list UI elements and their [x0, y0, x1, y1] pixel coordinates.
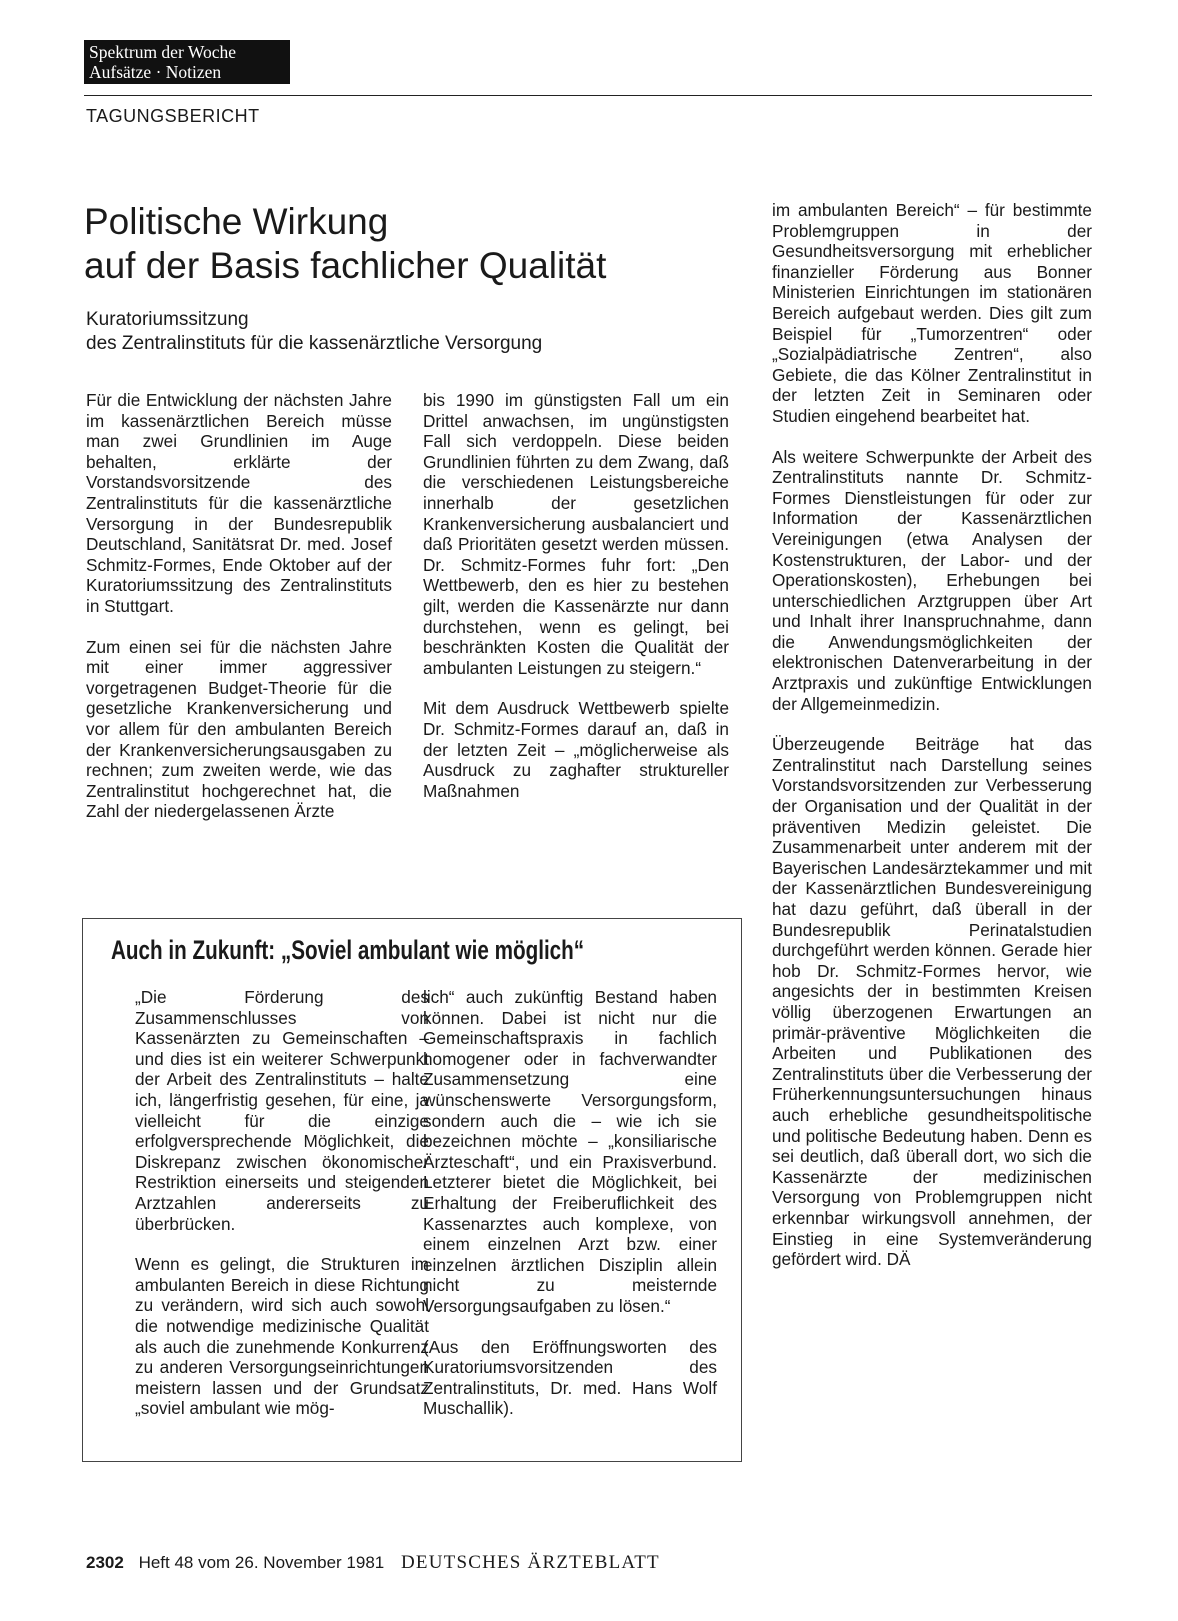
article-paragraph: im ambulanten Bereich“ – für bestimmte Problemgruppen in der Gesundheitsversorgung mit erheblicher finanzieller Förderung aus Bonner Ministerien Einrichtungen im stationären Bereich aufgebaut werden. Dies gilt zum Beispiel für „Tumorzentren“ oder „Sozialpädiatrische Zentren“, also Gebiete, die das Kölner Zentralinstitut in der letzten Zeit in Seminaren oder Studien eingehend bearbeitet hat. [772, 200, 1092, 426]
page-footer [86, 1552, 660, 1574]
headline-line1: Politische Wirkung [84, 201, 389, 242]
quote-box-column-1 [135, 987, 429, 1439]
article-paragraph: Als weitere Schwerpunkte der Arbeit des Zentralinstituts nannte Dr. Schmitz-Formes Dienstleistungen für oder zur Information der Kassenärztlichen Vereinigungen (etwa Analysen der Kostenstrukturen, der Labor- und der Operationskosten), Erhebungen bei unterschiedlichen Arztgruppen über Art und Inhalt ihrer Inanspruchnahme, dann die Anwendungsmöglichkeiten der elektronischen Datenverarbeitung in der Arztpraxis und zukünftige Entwicklungen der Allgemeinmedizin. [772, 446, 1092, 714]
subheadline [86, 308, 542, 356]
kicker: TAGUNGSBERICHT [86, 106, 260, 126]
article-column-2 [423, 390, 729, 821]
article-paragraph: Zum einen sei für die nächsten Jahre mit einer immer aggressiver vorgetragenen Budget-Theorie für die gesetzliche Krankenversicherung und vor allem für den ambulanten Bereich der Krankenversicherungsausgaben zu rechnen; zum zweiten werde, wie das Zentralinstitut hochgerechnet hat, die Zahl der niedergelassenen Ärzte [86, 636, 392, 822]
article-column-3 [772, 200, 1092, 1290]
headline-line2: auf der Basis fachlicher Qualität [84, 245, 607, 286]
quote-box-column-2 [423, 987, 717, 1439]
quote-paragraph: lich“ auch zukünftig Bestand haben können. Dabei ist nicht nur die Gemeinschaftspraxis in fachlich homogener oder in fachverwandter Zusammensetzung eine wünschenswerte Versorgungsform, sondern auch die – wie ich sie bezeichnen möchte – „konsiliarische Ärzteschaft“, und ein Praxisverbund. Letzterer bietet die Möglichkeit, bei Erhaltung der Freiberuflichkeit des Kassenarztes auch komplexe, von einem einzelnen Arzt bzw. einer einzelnen ärztlichen Disziplin allein nicht zu meisternde Versorgungsaufgaben zu lösen.“ [423, 987, 717, 1316]
quote-paragraph: Wenn es gelingt, die Strukturen im ambulanten Bereich in diese Richtung zu verändern, wird sich auch sowohl die notwendige medizinische Qualität als auch die zunehmende Konkurrenz zu anderen Versorgungseinrichtungen meistern lassen und der Grundsatz „soviel ambulant wie mög- [135, 1254, 429, 1419]
headline [84, 200, 606, 288]
journal-name: DEUTSCHES ÄRZTEBLATT [400, 1552, 660, 1573]
article-paragraph: Für die Entwicklung der nächsten Jahre im kassenärztlichen Bereich müsse man zwei Grundlinien im Auge behalten, erklärte der Vorstandsvorsitzende des Zentralinstituts für die kassenärztliche Versorgung in der Bundesrepublik Deutschland, Sanitätsrat Dr. med. Josef Schmitz-Formes, Ende Oktober auf der Kuratoriumssitzung des Zentralinstituts in Stuttgart. [86, 390, 392, 616]
section-badge-line1: Spektrum der Woche [89, 42, 236, 62]
quote-box [82, 918, 742, 1462]
quote-source: (Aus den Eröffnungsworten des Kuratoriumsvorsitzenden des Zentralinstituts, Dr. med. Hans Wolf Muschallik). [423, 1336, 717, 1419]
issue-info: Heft 48 vom 26. November 1981 [138, 1553, 385, 1572]
article-paragraph: bis 1990 im günstigsten Fall um ein Drittel anwachsen, im ungünstigsten Fall sich verdoppeln. Diese beiden Grundlinien führten zu dem Zwang, daß die verschiedenen Leistungsbereiche innerhalb der gesetzlichen Krankenversicherung ausbalanciert und daß Prioritäten gesetzt werden müssen. Dr. Schmitz-Formes fuhr fort: „Den Wettbewerb, den es hier zu bestehen gilt, werden die Kassenärzte nur dann durchstehen, wenn es gelingt, bei beschränkten Kosten die Qualität der ambulanten Leistungen zu steigern.“ [423, 390, 729, 678]
article-column-1 [86, 390, 392, 842]
subheadline-line2: des Zentralinstituts für die kassenärztliche Versorgung [86, 333, 543, 354]
page-number: 2302 [86, 1553, 124, 1572]
quote-box-title: Auch in Zukunft: „Soviel ambulant wie möglich“ [111, 935, 585, 965]
section-badge-line2: Aufsätze · Notizen [89, 62, 222, 82]
top-rule [84, 95, 1092, 96]
subheadline-line1: Kuratoriumssitzung [86, 309, 249, 330]
article-paragraph: Mit dem Ausdruck Wettbewerb spielte Dr. Schmitz-Formes darauf an, daß in der letzten Zeit – „möglicherweise als Ausdruck zu zaghafter struktureller Maßnahmen [423, 698, 729, 801]
section-badge [84, 40, 290, 84]
quote-paragraph: „Die Förderung des Zusammenschlusses von Kassenärzten zu Gemeinschaften – und dies ist ein weiterer Schwerpunkt der Arbeit des Zentralinstituts – halte ich, längerfristig gesehen, für eine, ja vielleicht für die einzige erfolgversprechende Möglichkeit, die Diskrepanz zwischen ökonomischer Restriktion einerseits und steigenden Arztzahlen andererseits zu überbrücken. [135, 987, 429, 1234]
article-paragraph: Überzeugende Beiträge hat das Zentralinstitut nach Darstellung seines Vorstandsvorsitzenden zur Verbesserung der Organisation und der Qualität in der präventiven Medizin geleistet. Die Zusammenarbeit unter anderem mit der Bayerischen Landesärztekammer und mit der Kassenärztlichen Bundesvereinigung hat dazu geführt, daß überall in der Bundesrepublik Perinatalstudien durchgeführt werden können. Gerade hier hob Dr. Schmitz-Formes hervor, wie angesichts der in bestimmten Kreisen völlig überzogenen Erwartungen an primär-präventive Möglichkeiten die Arbeiten und Publikationen des Zentralinstituts über die Verbesserung der Früherkennungsuntersuchungen hinaus auch erhebliche gesundheitspolitische und politische Bedeutung haben. Denn es sei deutlich, daß überall dort, wo sich die Kassenärzte der medizinischen Versorgung von Problemgruppen nicht erkennbar wirkungsvoll annehmen, der Einstieg in eine Systemveränderung gefördert wird. DÄ [772, 734, 1092, 1270]
